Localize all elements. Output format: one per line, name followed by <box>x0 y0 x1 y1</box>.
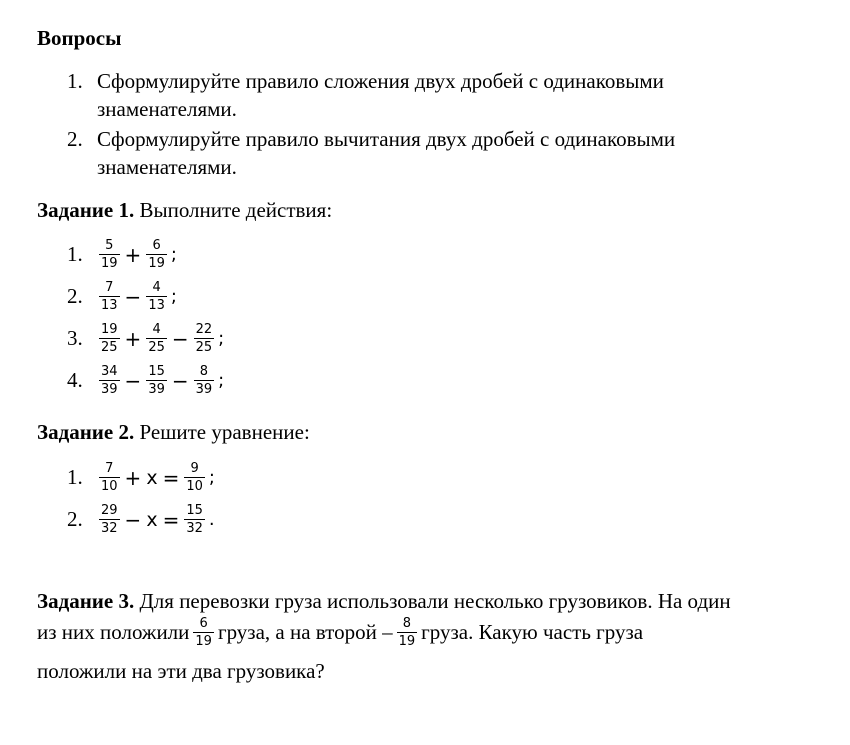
task2-heading: Задание 2. Решите уравнение: <box>37 420 310 444</box>
fraction: $\frac{7}{13}$ <box>101 280 118 313</box>
question-2: 2. Сформулируйте правило вычитания двух дробей с одинаковыми <box>67 127 676 151</box>
fraction: $\frac{15}{39}$ <box>148 364 165 397</box>
task1-item-4: 4. $\frac{34}{39}$ − $\frac{15}{39}$ − $\frac{8}{39}$ ; <box>67 364 225 397</box>
fraction: $\frac{19}{25}$ <box>101 322 118 355</box>
fraction: $\frac{6}{19}$ <box>195 616 212 649</box>
question-1-continuation: знаменателями. <box>97 97 237 121</box>
task3-line-2: из них положили $\frac{6}{19}$ груза, а на второй – $\frac{8}{19}$ груза. Какую часть груза <box>37 616 644 649</box>
task2-item-1: 1. $\frac{7}{10}$ + x = $\frac{9}{10}$ ; <box>67 461 215 494</box>
task3-line-3: положили на эти два грузовика? <box>37 659 325 683</box>
fraction: $\frac{7}{10}$ <box>101 461 118 494</box>
fraction: $\frac{15}{32}$ <box>186 503 203 536</box>
fraction: $\frac{4}{25}$ <box>148 322 165 355</box>
fraction: $\frac{9}{10}$ <box>186 461 203 494</box>
task1-item-1: 1. $\frac{5}{19}$ + $\frac{6}{19}$ ; <box>67 238 177 271</box>
fraction: $\frac{8}{19}$ <box>398 616 416 649</box>
fraction: $\frac{22}{25}$ <box>195 322 213 355</box>
question-1: 1. Сформулируйте правило сложения двух дробей с одинаковыми <box>67 69 664 93</box>
questions-heading: Вопросы <box>37 26 122 50</box>
fraction: $\frac{8}{39}$ <box>195 364 213 397</box>
fraction: $\frac{34}{39}$ <box>101 364 118 397</box>
fraction: $\frac{29}{32}$ <box>101 503 118 536</box>
task1-item-2: 2. $\frac{7}{13}$ − $\frac{4}{13}$ ; <box>67 280 177 313</box>
fraction: $\frac{5}{19}$ <box>101 238 118 271</box>
fraction: $\frac{4}{13}$ <box>148 280 165 313</box>
task1-item-3: 3. $\frac{19}{25}$ + $\frac{4}{25}$ − $\frac{22}{25}$ ; <box>67 322 225 355</box>
task2-item-2: 2. $\frac{29}{32}$ − x = $\frac{15}{32}$ . <box>67 503 215 536</box>
task1-heading: Задание 1. Выполните действия: <box>37 198 333 222</box>
fraction: $\frac{6}{19}$ <box>148 238 165 271</box>
question-2-continuation: знаменателями. <box>97 155 237 179</box>
task3-line-1: Задание 3. Для перевозки груза использовали несколько грузовиков. На один <box>37 589 731 613</box>
